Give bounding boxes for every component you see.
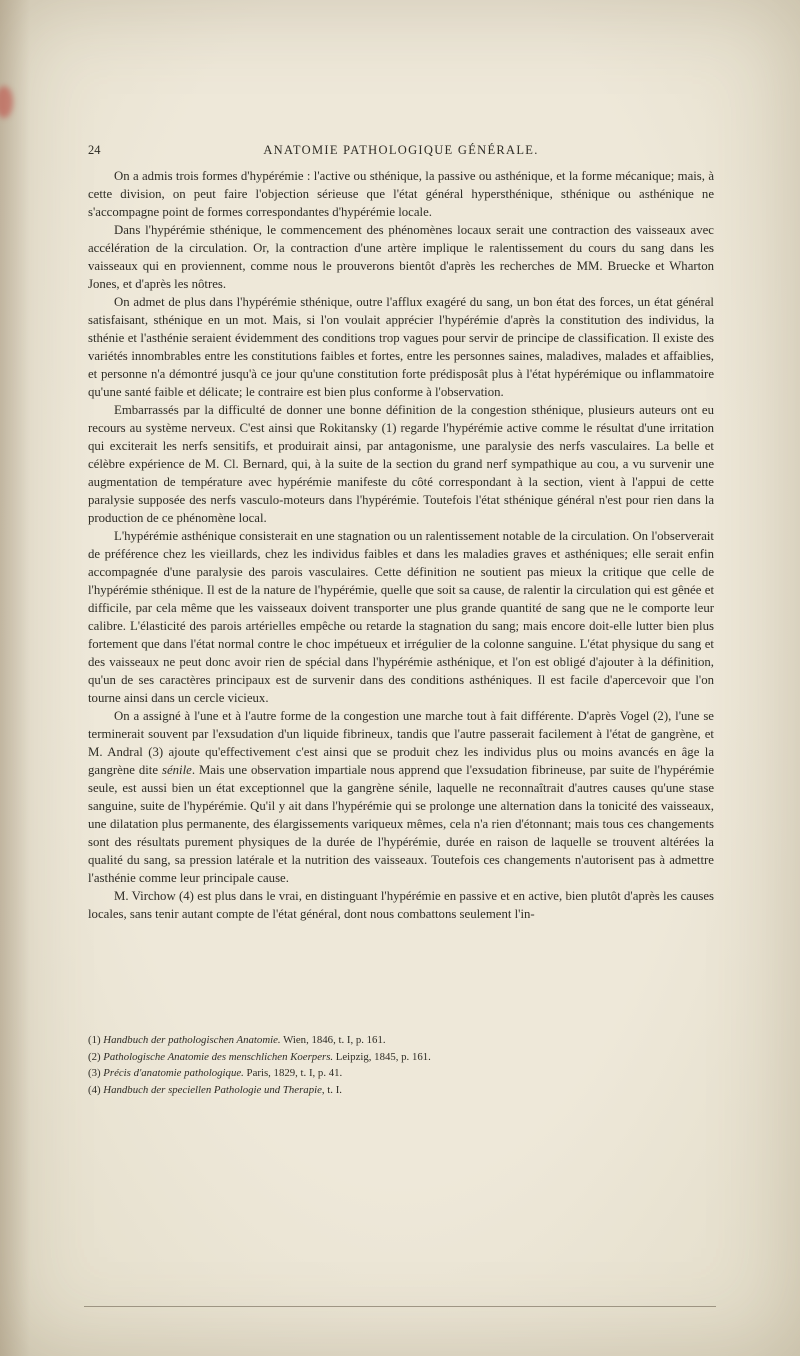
- footnote-1: [88, 1032, 714, 1049]
- footnote-3: [88, 1065, 714, 1082]
- footnote-2: [88, 1049, 714, 1066]
- footnote-2-reference: Leipzig, 1845, p. 161.: [333, 1050, 431, 1063]
- body-text: [88, 167, 714, 923]
- paragraph-4: Embarrassés par la difficulté de donner une bonne définition de la congestion sthénique, plusieurs auteurs ont eu recours au système nerveux. C'est ainsi que Rokitansky (1) regarde l'hypérémie active comme le résultat d'une irritation qui exciterait les nerfs sensitifs, et produirait ainsi, par antagonisme, une paralysie des nerfs vasculaires. La belle et célèbre expérience de M. Cl. Bernard, qui, à la suite de la section du grand nerf sympathique au cou, a vu survenir une augmentation de température avec hypérémie manifeste du côté correspondant à la section, vient à l'appui de cette paralysie supposée des nerfs vasculo-moteurs dans l'hypérémie. Toutefois l'état sthénique général n'est pour rien dans la production de ce phénomène local.: [88, 403, 714, 525]
- paragraph-5: L'hypérémie asthénique consisterait en une stagnation ou un ralentissement notable de la circulation. On l'observerait de préférence chez les vieillards, chez les individus faibles et dans les maladies graves et asthéniques; elle serait enfin accompagnée d'une paralysie des parois vasculaires. Cette définition ne soutient pas mieux la critique que celle de l'hypérémie sthénique. Il est de la nature de l'hypérémie, quelle que soit sa cause, de ralentir la circulation qui est gênée et difficile, par cela même que les vaisseaux doivent transporter une plus grande quantité de sang que ne le comporte leur calibre. L'élasticité des parois artérielles empêche ou retarde la stagnation du sang; mais encore doit-elle lutter bien plus fortement que dans l'état normal contre le choc impétueux et irrégulier de la colonne sanguine. L'état physique du sang et des vaisseaux ne peut donc avoir rien de spécial dans l'hypérémie asthénique, et l'on est obligé d'ajouter à la définition, qu'un de ses caractères principaux est de survenir dans des conditions asthéniques. Il est facile d'apercevoir que l'on tourne ainsi dans un cercle vicieux.: [88, 529, 714, 705]
- paragraph-3: On admet de plus dans l'hypérémie sthénique, outre l'afflux exagéré du sang, un bon état des forces, un état général satisfaisant, sthénique en un mot. Mais, si l'on voulait apprécier l'hypérémie d'après la constitution des individus, la sthénie et l'asthénie seraient évidemment des conditions trop vagues pour servir de principe de classification. Il existe des variétés innombrables entre les constitutions faibles et fortes, entre les personnes saines, maladives, malades et affaiblies, et personne n'a démontré jusqu'à ce jour qu'une constitution forte prédisposât plus à l'état hypérémique ou inflammatoire qu'une santé faible et délicate; le contraire est bien plus conforme à l'observation.: [88, 295, 714, 399]
- footnote-1-title: Handbuch der pathologischen Anatomie.: [103, 1034, 281, 1046]
- footnote-4: [88, 1082, 714, 1099]
- page-header: [88, 143, 714, 161]
- footnote-4-title: Handbuch der speciellen Pathologie und Therapie: [103, 1083, 322, 1096]
- paragraph-2: Dans l'hypérémie sthénique, le commencement des phénomènes locaux serait une contraction des vaisseaux avec accélération de la circulation. Or, la contraction d'une artère implique le ralentissement du cours du sang dans les vaisseaux qui en proviennent, comme nous le prouverons bientôt d'après les recherches de MM. Bruecke et Wharton Jones, et d'après les nôtres.: [88, 223, 714, 291]
- paragraph-6-text-before: On a assigné à l'une et à l'autre forme de la congestion une marche tout à fait différente. D'après Vogel (2), l'une se terminerait souvent par l'exsudation d'un liquide fibrineux, tandis que l'autre passerait facilement à l'état de gangrène, et M. Andral (3) ajoute qu'effectivement c'est ainsi que se produit chez les individus plus ou moins avancés en âge la gangrène dite: [88, 709, 714, 777]
- scan-left-edge-shadow: [0, 0, 30, 1356]
- paragraph-1: On a admis trois formes d'hypérémie : l'active ou sthénique, la passive ou asthénique, et la forme mécanique; mais, à cette division, on peut faire l'objection sérieuse que l'état général hypersthénique, sthénique ou asthénique ne s'accompagne point de formes correspondantes d'hypérémie locale.: [88, 169, 714, 219]
- paragraph-7: M. Virchow (4) est plus dans le vrai, en distinguant l'hypérémie en passive et en active, bien plutôt d'après les causes locales, sans tenir autant compte de l'état général, dont nous combattons seulement l'in-: [88, 889, 714, 921]
- paragraph-6-emphasis-senile: sénile: [161, 763, 192, 777]
- footnote-3-reference: Paris, 1829, t. I, p. 41.: [243, 1067, 343, 1079]
- footnote-1-reference: Wien, 1846, t. I, p. 161.: [280, 1034, 386, 1046]
- paragraph-6-text-after: . Mais une observation impartiale nous apprend que l'exsudation fibrineuse, par suite de l'hypérémie seule, est aussi bien un état exceptionnel que la gangrène sénile, laquelle ne reconnaîtrait d'autres causes qu'une stase sanguine, suite de l'hypérémie. Qu'il y ait dans l'hypérémie qui se prolonge une alternation dans la tonicité des vaisseaux, une dilatation plus permanente, des élargissements variqueux mêmes, cela n'a rien d'étonnant; mais tous ces changements sont des résultats purement physiques de la durée de l'hypérémie, durée en raison de laquelle se trouvent altérées la qualité du sang, sa pression latérale et la nutrition des vaisseaux. Toutefois ces changements n'autorisent pas à admettre l'asthénie comme leur principale cause.: [88, 763, 714, 885]
- footnote-4-reference: , t. I.: [321, 1083, 342, 1096]
- page-number: 24: [88, 143, 101, 157]
- footnote-3-number: (3): [88, 1067, 104, 1079]
- page-bottom-rule: [84, 1306, 716, 1307]
- footnote-1-number: (1): [88, 1034, 104, 1046]
- footnote-3-title: Précis d'anatomie pathologique.: [103, 1067, 244, 1079]
- footnote-4-number: (4): [88, 1083, 104, 1096]
- paragraph-6: [88, 707, 714, 887]
- footnotes: [88, 1032, 714, 1098]
- footnote-2-number: (2): [88, 1050, 104, 1063]
- running-title: ANATOMIE PATHOLOGIQUE GÉNÉRALE.: [263, 143, 539, 157]
- footnote-2-title: Pathologische Anatomie des menschlichen Koerpers.: [103, 1050, 334, 1063]
